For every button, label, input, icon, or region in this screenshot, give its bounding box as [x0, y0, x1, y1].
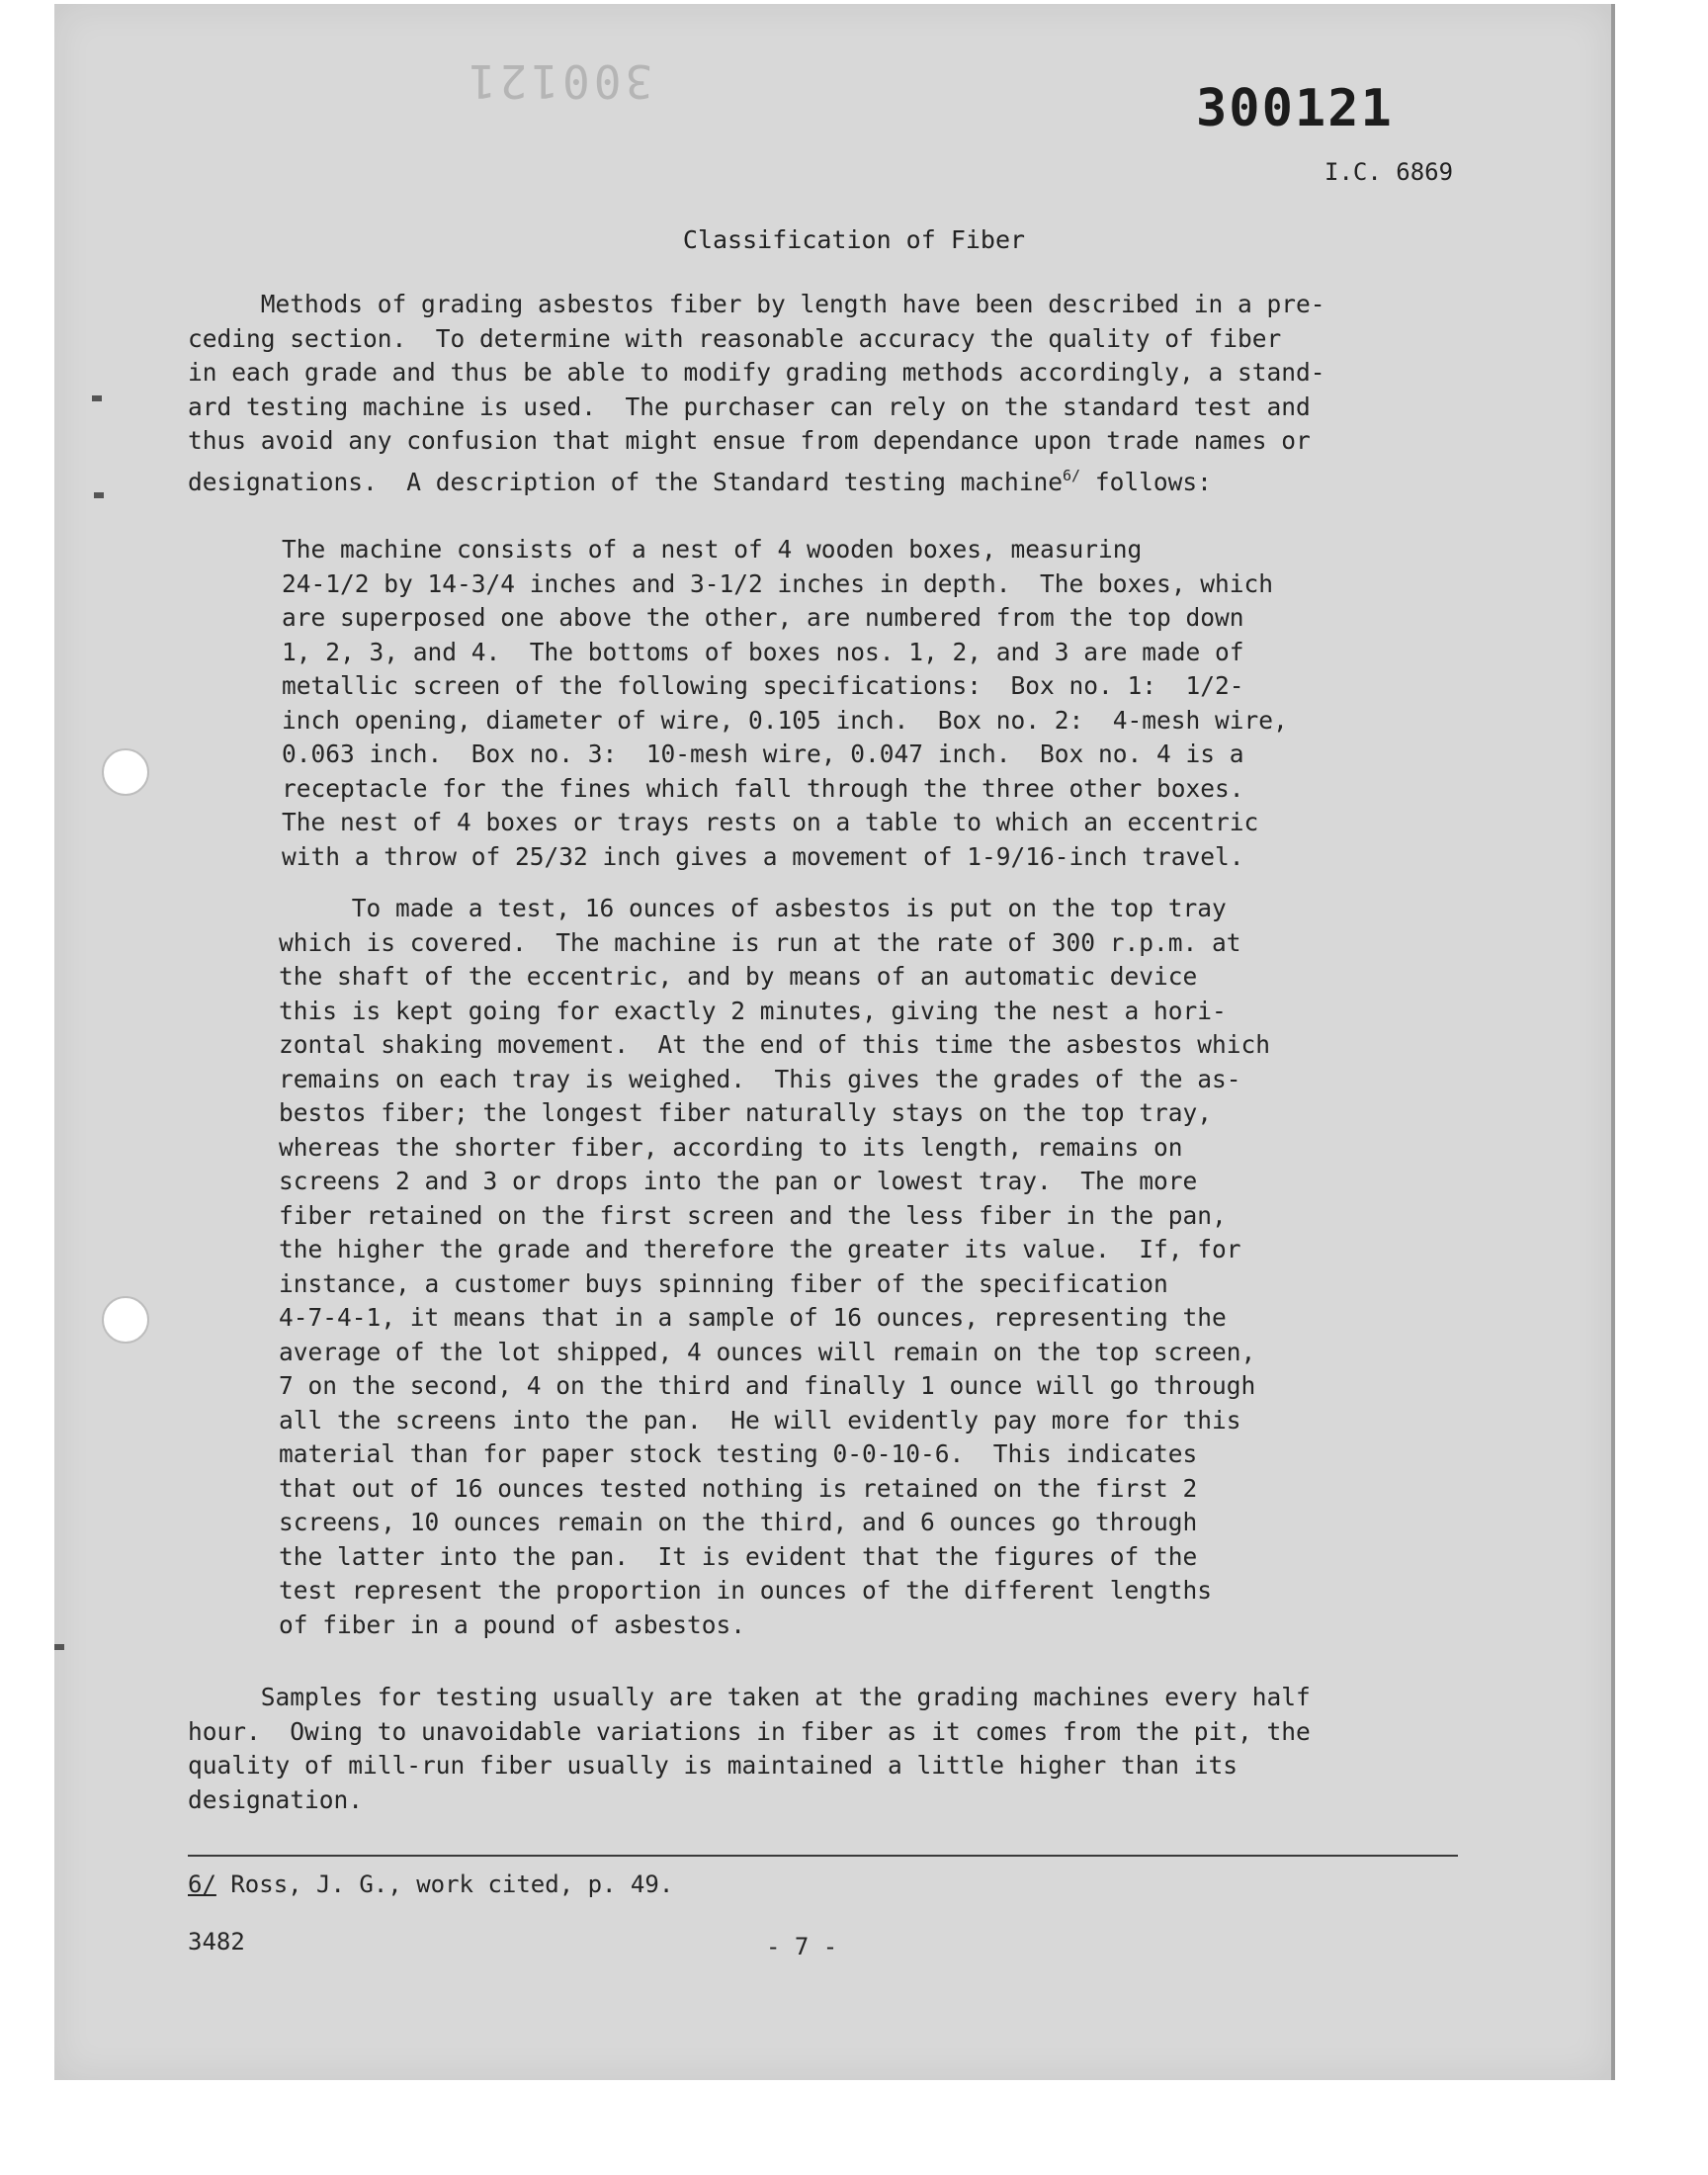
text-line: fiber retained on the first screen and the less fiber in the pan, — [279, 1200, 1227, 1230]
text-line: 24-1/2 by 14-3/4 inches and 3-1/2 inches in depth. The boxes, which — [282, 568, 1274, 598]
text-line: Samples for testing usually are taken at the grading machines every half — [188, 1683, 1311, 1711]
text-line: all the screens into the pan. He will evidently pay more for this — [279, 1405, 1241, 1435]
text-line: the shaft of the eccentric, and by means of an automatic device — [279, 962, 1198, 991]
text-line: To made a test, 16 ounces of asbestos is put on the top tray — [279, 894, 1227, 922]
text-line: with a throw of 25/32 inch gives a movement of 1-9/16-inch travel. — [282, 841, 1244, 871]
text-line: 4-7-4-1, it means that in a sample of 16 ounces, representing the — [279, 1303, 1227, 1332]
section-title: Classification of Fiber — [682, 225, 1026, 254]
margin-mark — [54, 1644, 64, 1650]
margin-mark — [92, 395, 102, 401]
text-line: in each grade and thus be able to modify grading methods accordingly, a stand- — [188, 358, 1325, 387]
text-line: zontal shaking movement. At the end of this time the asbestos which — [279, 1030, 1271, 1059]
page-number: - 7 - — [766, 1933, 838, 1960]
text-line: 0.063 inch. Box no. 3: 10-mesh wire, 0.047 inch. Box no. 4 is a — [282, 740, 1244, 768]
margin-mark — [94, 492, 104, 498]
text-line: ard testing machine is used. The purchaser can rely on the standard test and — [188, 392, 1311, 421]
report-number: I.C. 6869 — [1324, 158, 1454, 186]
page-edge — [1611, 4, 1615, 2080]
paragraph-sampling — [188, 1681, 1311, 1817]
footnote-mark: 6/ — [188, 1870, 216, 1898]
text-line: designation. — [188, 1784, 364, 1814]
paragraph-intro — [188, 288, 1325, 499]
text-line: screens, 10 ounces remain on the third, and 6 ounces go through — [279, 1508, 1198, 1536]
document-number: 3482 — [188, 1928, 245, 1956]
text-line: the latter into the pan. It is evident that the figures of the — [279, 1541, 1198, 1571]
text-line: Methods of grading asbestos fiber by length have been described in a pre- — [188, 290, 1325, 318]
text-line: designations. A description of the Standard testing machine — [188, 467, 1064, 496]
text-line: inch opening, diameter of wire, 0.105 inch. Box no. 2: 4-mesh wire, — [282, 705, 1288, 735]
text-line-end: follows: — [1080, 467, 1212, 496]
text-line: thus avoid any confusion that might ensue from dependance upon trade names or — [188, 426, 1311, 455]
footnote — [188, 1870, 673, 1898]
text-line: are superposed one above the other, are numbered from the top down — [282, 603, 1244, 632]
paragraph-test-procedure — [279, 892, 1270, 1642]
text-line: ceding section. To determine with reasonable accuracy the quality of fiber — [188, 323, 1282, 353]
text-line: material than for paper stock testing 0-0-10-6. This indicates — [279, 1439, 1198, 1468]
text-line: 1, 2, 3, and 4. The bottoms of boxes nos. 1, 2, and 3 are made of — [282, 637, 1244, 666]
text-line: remains on each tray is weighed. This gives the grades of the as- — [279, 1064, 1241, 1093]
text-line: this is kept going for exactly 2 minutes, giving the nest a hori- — [279, 996, 1227, 1025]
text-line: The nest of 4 boxes or trays rests on a table to which an eccentric — [282, 808, 1259, 836]
text-line: whereas the shorter fiber, according to its length, remains on — [279, 1132, 1183, 1162]
text-line: bestos fiber; the longest fiber naturally stays on the top tray, — [279, 1098, 1213, 1127]
punch-hole — [102, 748, 149, 796]
text-line: hour. Owing to unavoidable variations in fiber as it comes from the pit, the — [188, 1716, 1311, 1746]
document-stamp-number: 300121 — [1196, 79, 1394, 138]
text-line: instance, a customer buys spinning fiber of the specification — [279, 1268, 1168, 1298]
text-line: the higher the grade and therefore the greater its value. If, for — [279, 1235, 1241, 1263]
text-line: 7 on the second, 4 on the third and finally 1 ounce will go through — [279, 1371, 1256, 1400]
footnote-divider — [188, 1855, 1458, 1857]
text-line: metallic screen of the following specifications: Box no. 1: 1/2- — [282, 671, 1244, 700]
footnote-reference: 6/ — [1063, 466, 1081, 484]
text-line: receptacle for the fines which fall through the three other boxes. — [282, 773, 1244, 803]
text-line: of fiber in a pound of asbestos. — [279, 1610, 746, 1639]
footnote-text: Ross, J. G., work cited, p. 49. — [215, 1870, 674, 1898]
text-line: average of the lot shipped, 4 ounces will remain on the top screen, — [279, 1337, 1256, 1366]
text-line: which is covered. The machine is run at the rate of 300 r.p.m. at — [279, 927, 1241, 957]
text-line: quality of mill-run fiber usually is maintained a little higher than its — [188, 1751, 1238, 1780]
text-line: that out of 16 ounces tested nothing is retained on the first 2 — [279, 1473, 1198, 1503]
bleed-through-number: 300121 — [465, 54, 653, 108]
paragraph-machine-description — [282, 533, 1288, 874]
punch-hole — [102, 1296, 149, 1344]
text-line: The machine consists of a nest of 4 wooden boxes, measuring — [282, 535, 1143, 564]
text-line: screens 2 and 3 or drops into the pan or lowest tray. The more — [279, 1167, 1198, 1195]
text-line: test represent the proportion in ounces of the different lengths — [279, 1576, 1213, 1605]
